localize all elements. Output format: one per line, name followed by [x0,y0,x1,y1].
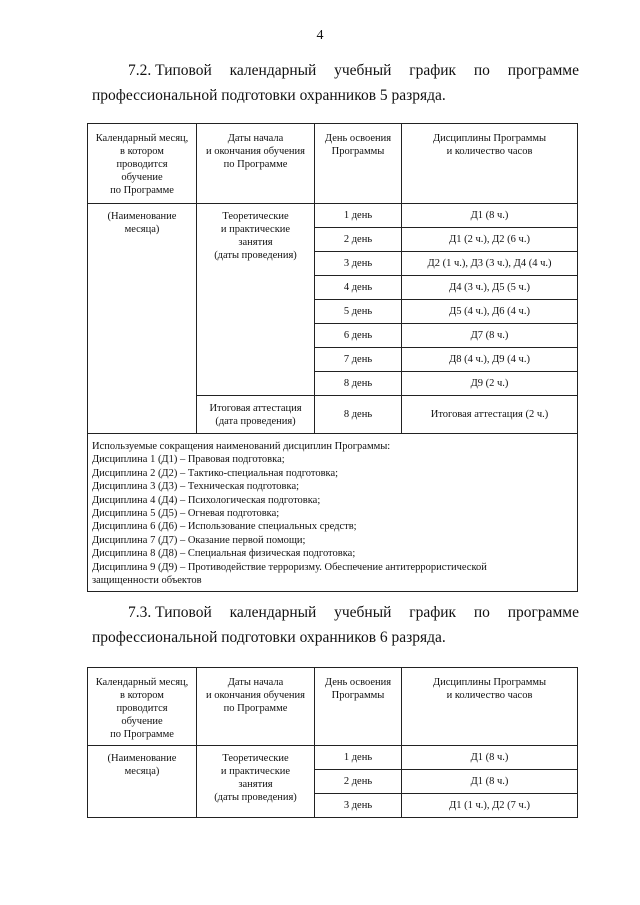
discipline-cell: Д1 (8 ч.) [402,204,578,228]
discipline-cell: Д2 (1 ч.), Д3 (3 ч.), Д4 (4 ч.) [402,252,578,276]
discipline-cell: Д1 (2 ч.), Д2 (6 ч.) [402,228,578,252]
header-month: Календарный месяц, в котором проводится обучение по Программе [88,668,197,746]
header-disciplines: Дисциплины Программы и количество часов [402,668,578,746]
month-cell: (Наименование месяца) [88,204,197,434]
header-disciplines: Дисциплины Программы и количество часов [402,124,578,204]
section-7-3-title [92,600,579,650]
header-month: Календарный месяц, в котором проводится обучение по Программе [88,124,197,204]
notes-row [88,434,578,592]
title-word: учебный [334,604,392,621]
discipline-cell: Д7 (8 ч.) [402,324,578,348]
day-cell: 2 день [315,770,402,794]
section-7-2-title [92,58,579,108]
note-item: Дисциплина 6 (Д6) – Использование специальных средств; [92,521,357,533]
title-word: 7.2. Типовой [128,62,212,79]
note-item: Дисциплина 8 (Д8) – Специальная физическая подготовка; [92,548,356,560]
discipline-cell: Д1 (8 ч.) [402,770,578,794]
day-cell: 3 день [315,252,402,276]
title-word: график [409,604,457,621]
header-day: День освоения Программы [315,124,402,204]
dates-cell: Теоретические и практические занятия (даты проведения) [197,746,315,818]
table-header-row [88,124,578,204]
note-item: Дисциплина 1 (Д1) – Правовая подготовка; [92,454,285,466]
title-word: программе [507,62,579,79]
note-item: Дисциплина 4 (Д4) – Психологическая подготовка; [92,494,321,506]
note-item: Дисциплина 9 (Д9) – Противодействие терроризму. Обеспечение антитеррористической [92,561,487,573]
notes-title: Используемые сокращения наименований дисциплин Программы: [92,441,391,452]
title-word: 7.3. Типовой [128,604,212,621]
title-line-2: профессиональной подготовки охранников 6 разряда. [92,629,446,646]
discipline-cell: Д9 (2 ч.) [402,372,578,396]
header-day: День освоения Программы [315,668,402,746]
discipline-cell: Д5 (4 ч.), Д6 (4 ч.) [402,300,578,324]
abbreviations-notes [88,434,578,592]
attestation-label: Итоговая аттестация (дата проведения) [197,396,315,434]
day-cell: 2 день [315,228,402,252]
title-line-2: профессиональной подготовки охранников 5 разряда. [92,87,446,104]
note-item: Дисциплина 2 (Д2) – Тактико-специальная подготовка; [92,467,339,479]
day-cell: 3 день [315,794,402,818]
day-cell: 1 день [315,746,402,770]
day-cell: 6 день [315,324,402,348]
month-cell: (Наименование месяца) [88,746,197,818]
discipline-cell: Д1 (1 ч.), Д2 (7 ч.) [402,794,578,818]
day-cell: 8 день [315,396,402,434]
header-dates: Даты начала и окончания обучения по Программе [197,668,315,746]
day-cell: 4 день [315,276,402,300]
day-cell: 8 день [315,372,402,396]
note-item: защищенности объектов [92,575,202,587]
dates-cell: Теоретические и практические занятия (даты проведения) [197,204,315,396]
title-word: программе [507,604,579,621]
table-header-row [88,668,578,746]
table-row [88,204,578,228]
title-word: по [473,62,490,79]
title-word: по [473,604,490,621]
day-cell: 5 день [315,300,402,324]
discipline-cell: Д8 (4 ч.), Д9 (4 ч.) [402,348,578,372]
day-cell: 7 день [315,348,402,372]
table-row [88,746,578,770]
discipline-cell: Итоговая аттестация (2 ч.) [402,396,578,434]
title-word: график [409,62,457,79]
note-item: Дисциплина 7 (Д7) – Оказание первой помощи; [92,534,306,546]
title-word: календарный [229,604,317,621]
schedule-table-5-grade [87,123,578,592]
discipline-cell: Д4 (3 ч.), Д5 (5 ч.) [402,276,578,300]
day-cell: 1 день [315,204,402,228]
discipline-cell: Д1 (8 ч.) [402,746,578,770]
header-dates: Даты начала и окончания обучения по Программе [197,124,315,204]
page-number: 4 [316,28,324,43]
title-word: календарный [229,62,317,79]
title-word: учебный [334,62,392,79]
note-item: Дисциплина 5 (Д5) – Огневая подготовка; [92,508,280,520]
note-item: Дисциплина 3 (Д3) – Техническая подготовка; [92,481,300,493]
schedule-table-6-grade [87,667,578,818]
